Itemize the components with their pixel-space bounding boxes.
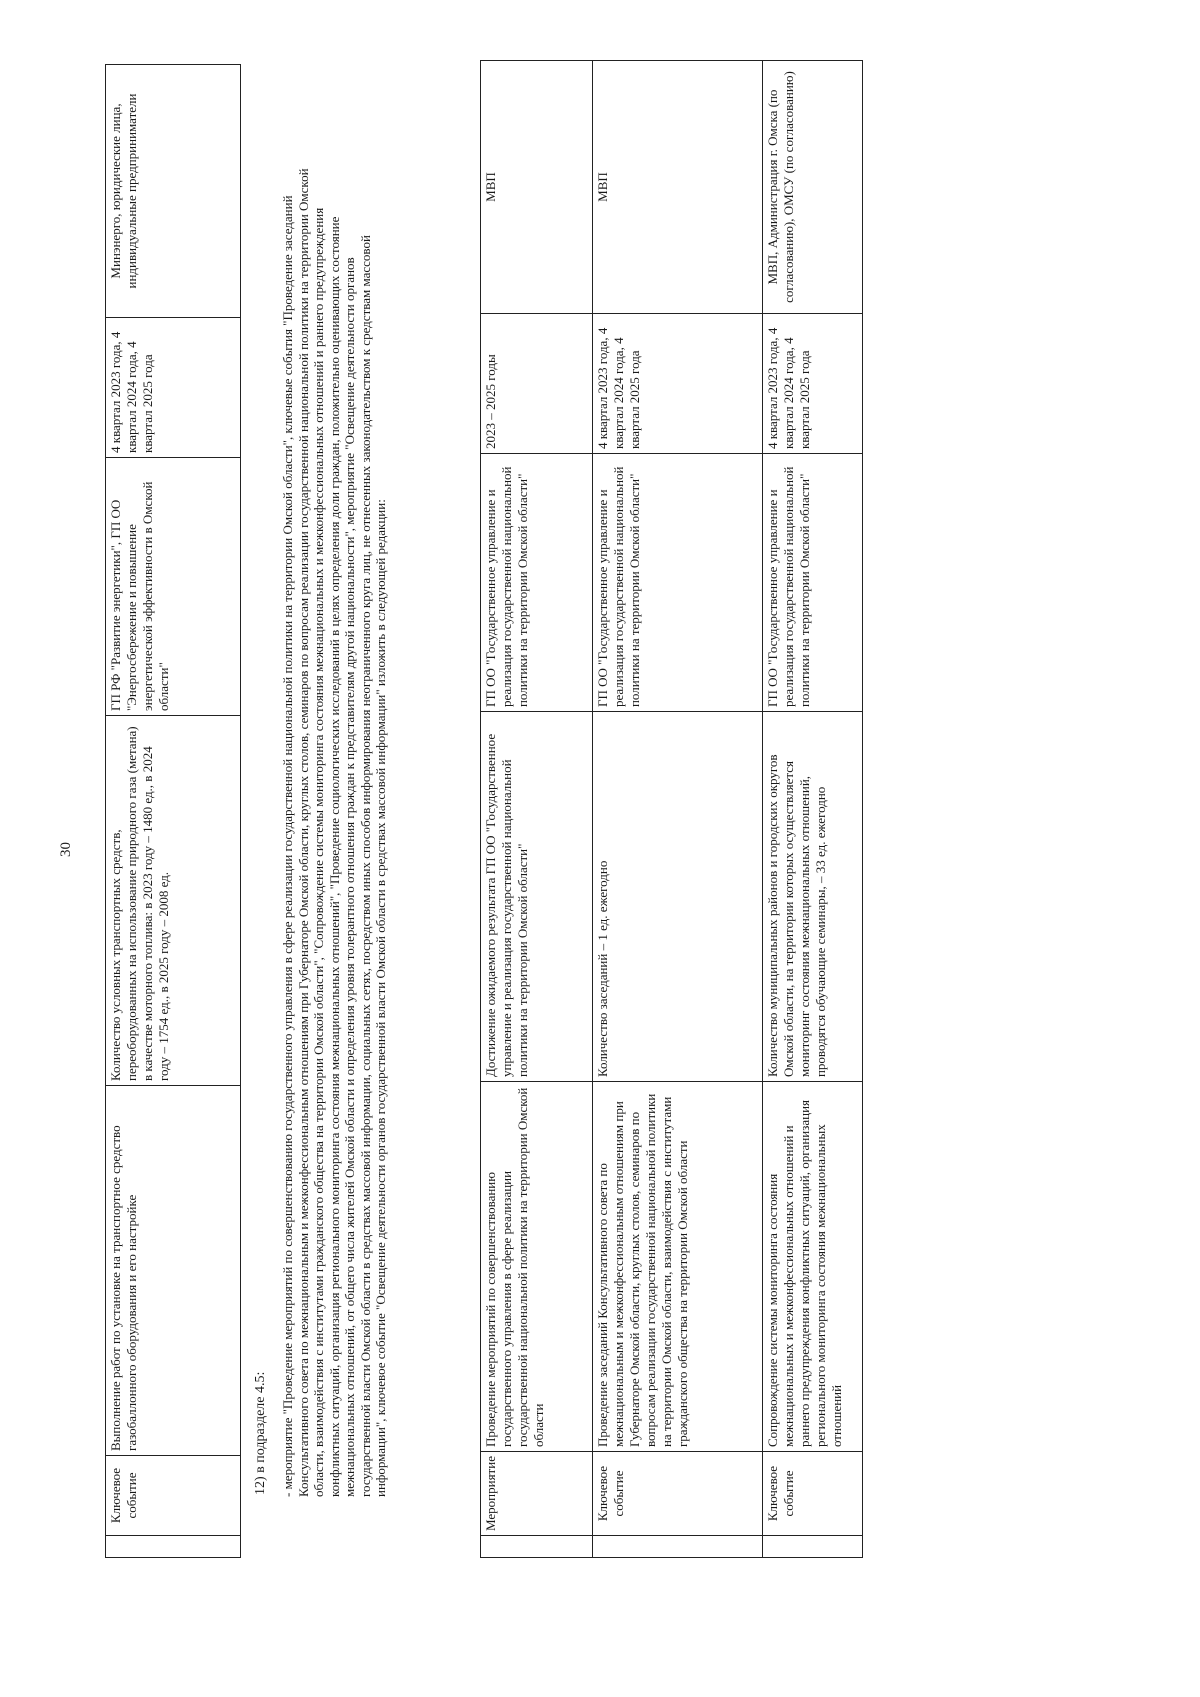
program-cell: ГП ОО "Государственное управление и реализация государственной национальной политики на территории Омской области"	[593, 454, 763, 712]
amendment-text: - мероприятие "Проведение мероприятий по совершенствованию государственного управления в сфере реализации государственной национальной политики на территории Омской области", ключевые события "Проведение заседаний Консультативного совета по межнациональным и межконфессиональным отношениям при Губернаторе Омской области, круглых столов, семинаров по вопросам реализации государственной национальной политики на территории Омской области, взаимодействия с институтами гражданского общества на территории Омской области", "Сопровождение системы мониторинга состояния межнациональных и межконфессиональных отношений и раннего предупреждения конфликтных ситуаций, организация регионального мониторинга состояния межнациональных отношений", "Проведение социологических исследований в целях определения доли граждан, положительно оценивающих состояние межнациональных отношений, от общего числа жителей Омской области и определения уровня толерантного отношения граждан к представителям другой национальности", мероприятие "Освещение деятельности органов государственной власти Омской области в средствах массовой информации, социальных сетях, посредством иных способов информирования неограниченного круга лиц, не отнесенных законодательством к средствам массовой информации", ключевое событие "Освещение деятельности органов государственной власти Омской области в средствах массовой информации" изложить в следующей редакции:	[280, 168, 388, 1497]
amendment-paragraph	[280, 167, 389, 1497]
row-marker-cell	[481, 1536, 593, 1558]
program-cell: ГП РФ "Развитие энергетики", ГП ОО "Энергосбережение и повышение энергетической эффективности в Омской области"	[106, 458, 241, 716]
responsible-cell: МВП, Администрация г. Омска (по согласованию), ОМСУ (по согласованию)	[763, 61, 863, 314]
table-row	[481, 61, 593, 1558]
period-cell: 2023 – 2025 годы	[481, 314, 593, 454]
indicator-cell: Количество муниципальных районов и городских округов Омской области, на территории которых осуществляется мониторинг состояния межнациональных отношений, проводятся обучающие семинары, – 33 ед. ежегодно	[763, 712, 863, 1082]
period-cell: 4 квартал 2023 года, 4 квартал 2024 года, 4 квартал 2025 года	[763, 314, 863, 454]
type-cell: Ключевое событие	[593, 1452, 763, 1536]
type-cell: Мероприятие	[481, 1452, 593, 1536]
row-marker-cell	[593, 1536, 763, 1558]
name-cell: Проведение мероприятий по совершенствованию государственного управления в сфере реализации государственной национальной политики на территории Омской области	[481, 1082, 593, 1452]
table-row	[593, 61, 763, 1558]
type-cell: Ключевое событие	[106, 1456, 241, 1536]
indicator-cell: Достижение ожидаемого результата ГП ОО "Государственное управление и реализация государственной национальной политики на территории Омской области"	[481, 712, 593, 1082]
table-national-policy	[480, 60, 863, 1558]
period-cell: 4 квартал 2023 года, 4 квартал 2024 года, 4 квартал 2025 года	[106, 318, 241, 458]
row-marker-cell	[106, 1536, 241, 1558]
section-heading: 12) в подразделе 4.5:	[253, 1371, 268, 1495]
responsible-cell: МВП	[593, 61, 763, 314]
responsible-cell: МВП	[481, 61, 593, 314]
program-cell: ГП ОО "Государственное управление и реализация государственной национальной политики на территории Омской области"	[481, 454, 593, 712]
row-marker-cell	[763, 1536, 863, 1558]
type-cell: Ключевое событие	[763, 1452, 863, 1536]
program-cell: ГП ОО "Государственное управление и реализация государственной национальной политики на территории Омской области"	[763, 454, 863, 712]
page-number: 30	[58, 842, 74, 857]
period-cell: 4 квартал 2023 года, 4 квартал 2024 года, 4 квартал 2025 года	[593, 314, 763, 454]
table-row	[106, 65, 241, 1558]
name-cell: Проведение заседаний Консультативного совета по межнациональным и межконфессиональным отношениям при Губернаторе Омской области, круглых столов, семинаров по вопросам реализации государственной национальной политики на территории Омской области, взаимодействия с институтами гражданского общества на территории Омской области	[593, 1082, 763, 1452]
table-energy	[105, 64, 241, 1558]
indicator-cell: Количество заседаний – 1 ед. ежегодно	[593, 712, 763, 1082]
indicator-cell: Количество условных транспортных средств, переоборудованных на использование природного газа (метана) в качестве моторного топлива: в 2023 году – 1480 ед., в 2024 году – 1754 ед., в 2025 году – 2008 ед.	[106, 716, 241, 1086]
table-row	[763, 61, 863, 1558]
responsible-cell: Минэнерго, юридические лица, индивидуальные предприниматели	[106, 65, 241, 318]
name-cell: Выполнение работ по установке на транспортное средство газобаллонного оборудования и его настройке	[106, 1086, 241, 1456]
name-cell: Сопровождение системы мониторинга состояния межнациональных и межконфессиональных отношений и раннего предупреждения конфликтных ситуаций, организация регионального мониторинга состояния межнациональных отношений	[763, 1082, 863, 1452]
